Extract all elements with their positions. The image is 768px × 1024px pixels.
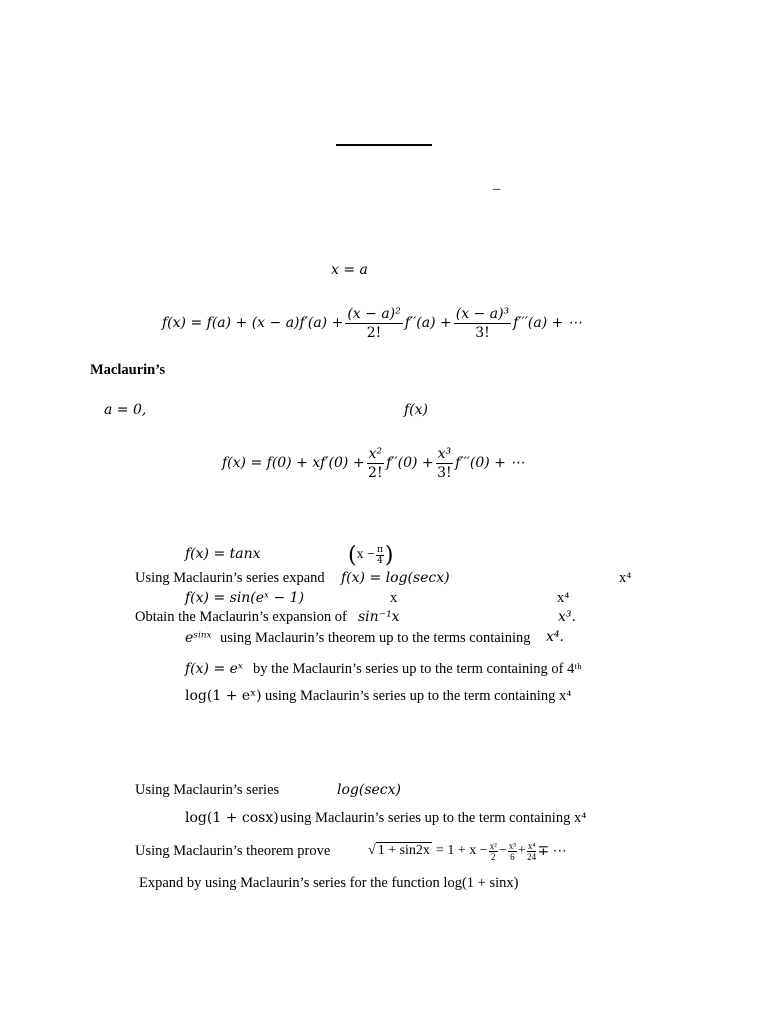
exercise-3-x: x [390, 590, 398, 606]
exercise-1-pi-fraction [376, 545, 384, 566]
exercise-10-identity: √ 1 + sin2x = 1 + x − $\frac{\text{x²}}{2}$ − $\frac{\text{x³}}{6}$ + $\frac{\text{x⁴}}{24}$ ∓ ⋯ [368, 840, 567, 862]
taylor-point: x = a [331, 262, 368, 278]
maclaurin-term3-tail: f′′′(0) + ⋯ [455, 455, 525, 471]
maclaurin-fx: f(x) [404, 402, 429, 418]
taylor-term2-tail: f′′(a) + [404, 315, 452, 331]
maclaurin-lhs: f(x) = f(0) + xf′(0) + [222, 455, 365, 471]
maclaurin-formula [222, 442, 524, 484]
exercise-7-text: using Maclaurin’s series up to the term containing x⁴ [265, 688, 572, 704]
taylor-term3-num: (x − a)³ [455, 305, 510, 322]
taylor-term3-den: 3! [475, 324, 490, 341]
exercise-2-text: Using Maclaurin’s series expand [135, 570, 325, 586]
exercise-4-function: sin⁻¹x [358, 609, 400, 625]
maclaurin-term2-num: x² [368, 445, 383, 462]
exercise-1-function: f(x) = tanx [185, 546, 261, 562]
exercise-7-function: log(1 + eˣ) [185, 688, 262, 704]
header-dash: – [493, 181, 501, 197]
exercise-5-term: x⁴. [546, 629, 564, 645]
exercise-1-point-pre: x − [356, 547, 375, 562]
maclaurin-term2-den: 2! [368, 464, 383, 481]
exercise-3-term: x⁴ [557, 590, 570, 606]
exercise-8-text: Using Maclaurin’s series [135, 782, 280, 798]
taylor-term3-tail: f′′′(a) + ⋯ [513, 315, 582, 331]
maclaurin-term2-fraction [367, 445, 385, 482]
exercise-5-function: eˢⁱⁿˣ [185, 630, 212, 646]
exercise-4-text: Obtain the Maclaurin’s expansion of [135, 609, 347, 625]
exercise-5-text: using Maclaurin’s theorem up to the terms containing [220, 630, 531, 646]
taylor-term2-den: 2! [366, 324, 382, 341]
taylor-lhs: f(x) = f(a) + (x − a)f′(a) + [162, 315, 344, 331]
exercise-9-function: log(1 + cosx) [185, 810, 279, 826]
exercise-1-pi-den: 4 [377, 555, 383, 566]
title-underline [336, 144, 432, 146]
identity-frac-b-den: 6 [510, 851, 515, 862]
identity-frac-c-den: 24 [527, 851, 537, 862]
exercise-3-function: f(x) = sin(eˣ − 1) [185, 590, 305, 606]
identity-frac-a-den: 2 [490, 851, 496, 862]
maclaurin-heading: Maclaurin’s [90, 362, 166, 378]
exercise-6-text: by the Maclaurin’s series up to the term containing of 4ᵗʰ [253, 661, 582, 677]
exercise-6-function: f(x) = eˣ [185, 661, 243, 677]
maclaurin-term3-den: 3! [437, 464, 452, 481]
taylor-term2-num: (x − a)² [347, 305, 401, 322]
identity-frac-c [527, 841, 537, 862]
taylor-formula [162, 302, 582, 344]
exercise-1-pi-num: π [377, 544, 383, 555]
exercise-1-point: ( x − $\frac{\pi}{4}$ ) [348, 542, 394, 568]
identity-frac-a-num: x² [489, 840, 497, 851]
taylor-term2-fraction [345, 305, 402, 342]
exercise-10-text: Using Maclaurin’s theorem prove [135, 843, 331, 859]
exercise-4-term: x³. [558, 609, 576, 625]
identity-frac-b-num: x³ [508, 840, 516, 851]
maclaurin-term2-tail: f′′(0) + [386, 455, 434, 471]
exercise-2-function: f(x) = log(secx) [341, 570, 450, 586]
sqrt-radicand: 1 + sin2x [377, 843, 430, 858]
identity-frac-a [489, 841, 498, 862]
identity-eq: = 1 + x − [435, 843, 488, 858]
maclaurin-term3-num: x³ [437, 445, 452, 462]
taylor-term3-fraction [454, 305, 511, 342]
identity-tail: ∓ ⋯ [537, 843, 567, 859]
maclaurin-term3-fraction [436, 445, 454, 482]
identity-frac-b [508, 841, 517, 862]
maclaurin-a-value: a = 0, [104, 402, 147, 418]
exercise-8-function: log(secx) [337, 782, 401, 798]
exercise-11-text: Expand by using Maclaurin’s series for the function log(1 + sinx) [139, 875, 519, 891]
identity-frac-c-num: x⁴ [527, 840, 536, 851]
exercise-9-text: using Maclaurin’s series up to the term containing x⁴ [280, 810, 587, 826]
exercise-2-term: x⁴ [619, 570, 632, 586]
sqrt-expression: √ 1 + sin2x [368, 843, 430, 858]
